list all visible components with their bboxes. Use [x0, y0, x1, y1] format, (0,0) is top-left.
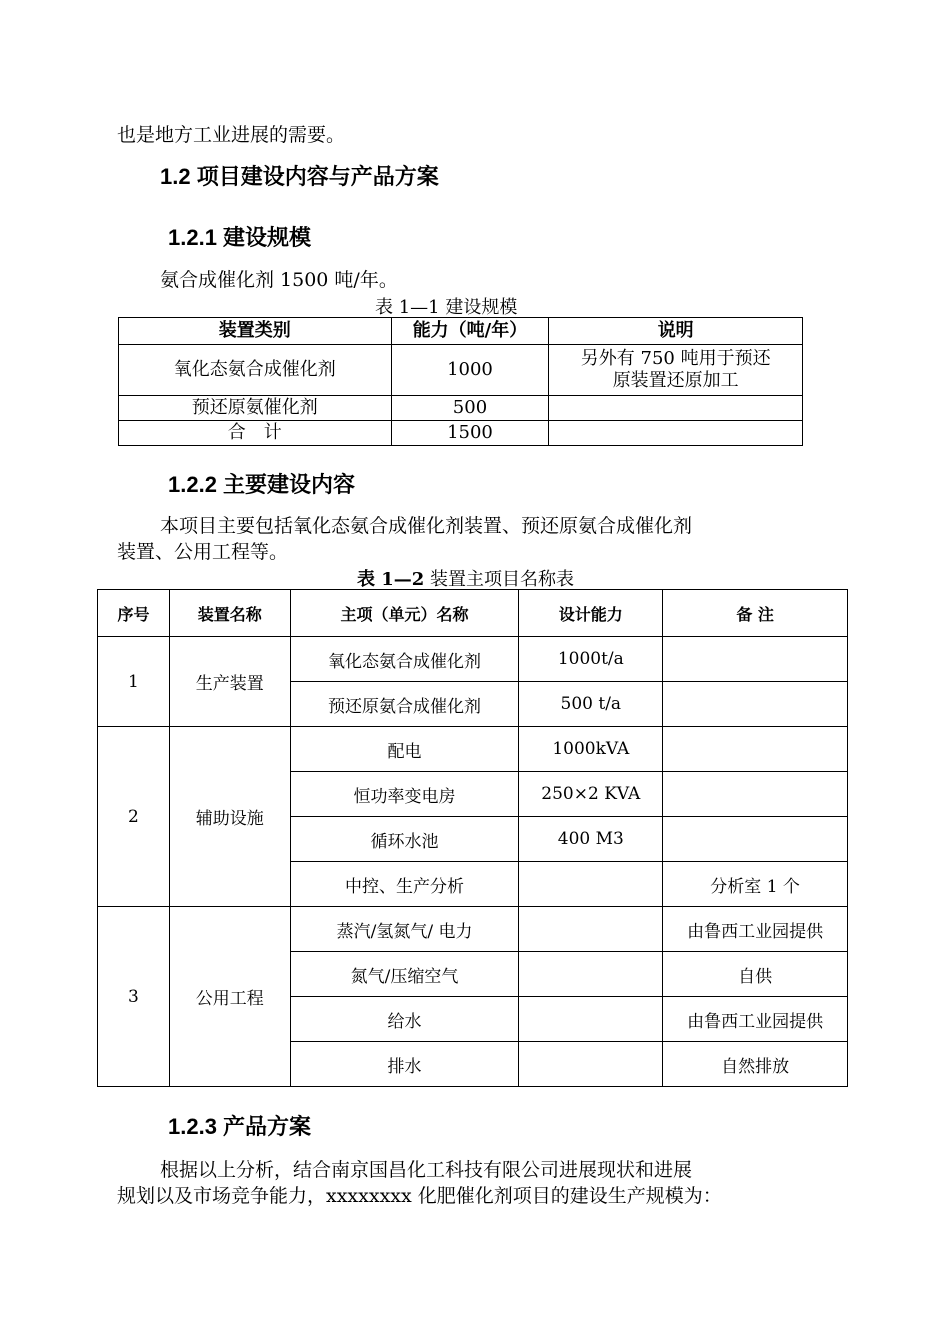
item-remark: 自供 — [663, 952, 848, 997]
item-remark — [663, 817, 848, 862]
table-row — [98, 907, 848, 952]
item-name: 恒功率变电房 — [290, 772, 519, 817]
table-cell: 预还原氨催化剂 — [119, 396, 392, 421]
item-name: 给水 — [290, 997, 519, 1042]
group-number: 3 — [98, 907, 170, 1087]
item-remark: 由鲁西工业园提供 — [663, 907, 848, 952]
table-header: 设计能力 — [519, 590, 663, 637]
group-name: 辅助设施 — [169, 727, 290, 907]
scale-line: 氨合成催化剂 1500 吨/年。 — [160, 269, 398, 291]
table-header-row — [98, 590, 848, 637]
table-cell — [549, 396, 803, 421]
item-capacity — [519, 997, 663, 1042]
note-line: 原装置还原加工 — [612, 370, 739, 391]
item-name: 氮气/压缩空气 — [290, 952, 519, 997]
table-cell: 500 — [391, 396, 549, 421]
table-header-row — [119, 318, 803, 345]
item-remark: 由鲁西工业园提供 — [663, 997, 848, 1042]
table2-caption — [357, 565, 574, 591]
item-capacity — [519, 952, 663, 997]
table-cell: 氧化态氨合成催化剂 — [119, 345, 392, 396]
item-capacity: 500 t/a — [519, 682, 663, 727]
table-row — [119, 345, 803, 396]
intro-line: 也是地方工业进展的需要。 — [117, 124, 346, 146]
item-name: 循环水池 — [290, 817, 519, 862]
table-cell — [549, 345, 803, 396]
group-name: 公用工程 — [169, 907, 290, 1087]
item-capacity — [519, 907, 663, 952]
item-name: 中控、生产分析 — [290, 862, 519, 907]
section-heading-1-2: 1.2 项目建设内容与产品方案 — [160, 164, 439, 189]
table-cell: 1000 — [391, 345, 549, 396]
item-name: 氧化态氨合成催化剂 — [290, 637, 519, 682]
table-row — [98, 727, 848, 772]
table-cell — [549, 421, 803, 446]
group-name: 生产装置 — [169, 637, 290, 727]
scale-table — [118, 317, 803, 446]
section-heading-1-2-3: 1.2.3 产品方案 — [168, 1114, 312, 1139]
table-cell: 1500 — [391, 421, 549, 446]
table2-caption-number: 表 1—2 — [357, 569, 425, 590]
item-capacity — [519, 862, 663, 907]
item-remark — [663, 727, 848, 772]
table-header: 装置名称 — [169, 590, 290, 637]
product-paragraph-line: 根据以上分析，结合南京国昌化工科技有限公司进展现状和进展 — [160, 1159, 693, 1181]
table-header: 能力（吨/年） — [391, 318, 549, 345]
table-row — [119, 421, 803, 446]
item-capacity — [519, 1042, 663, 1087]
content-paragraph-line: 本项目主要包括氧化态氨合成催化剂装置、预还原氨合成催化剂 — [160, 515, 693, 537]
table-header: 装置类别 — [119, 318, 392, 345]
table-header: 序号 — [98, 590, 170, 637]
table2-caption-title: 装置主项目名称表 — [424, 569, 575, 590]
content-paragraph-line: 装置、公用工程等。 — [117, 541, 289, 563]
table-row — [98, 637, 848, 682]
item-remark — [663, 637, 848, 682]
section-heading-1-2-1: 1.2.1 建设规模 — [168, 225, 312, 250]
note-line: 另外有 750 吨用于预还 — [580, 348, 771, 369]
item-capacity: 1000kVA — [519, 727, 663, 772]
table-row — [119, 396, 803, 421]
item-capacity: 250×2 KVA — [519, 772, 663, 817]
table-header: 主项（单元）名称 — [290, 590, 519, 637]
table-header: 说明 — [549, 318, 803, 345]
table-header: 备 注 — [663, 590, 848, 637]
table-cell: 合 计 — [119, 421, 392, 446]
item-capacity: 1000t/a — [519, 637, 663, 682]
product-paragraph-line: 规划以及市场竞争能力，xxxxxxxx 化肥催化剂项目的建设生产规模为： — [117, 1185, 722, 1207]
item-capacity: 400 M3 — [519, 817, 663, 862]
item-name: 配电 — [290, 727, 519, 772]
table1-caption: 表 1—1 建设规模 — [375, 297, 518, 318]
group-number: 1 — [98, 637, 170, 727]
item-name: 排水 — [290, 1042, 519, 1087]
item-remark: 分析室 1 个 — [663, 862, 848, 907]
item-remark — [663, 772, 848, 817]
item-remark: 自然排放 — [663, 1042, 848, 1087]
section-heading-1-2-2: 1.2.2 主要建设内容 — [168, 472, 356, 497]
item-remark — [663, 682, 848, 727]
facilities-table — [97, 589, 848, 1087]
item-name: 蒸汽/氢氮气/ 电力 — [290, 907, 519, 952]
item-name: 预还原氨合成催化剂 — [290, 682, 519, 727]
group-number: 2 — [98, 727, 170, 907]
